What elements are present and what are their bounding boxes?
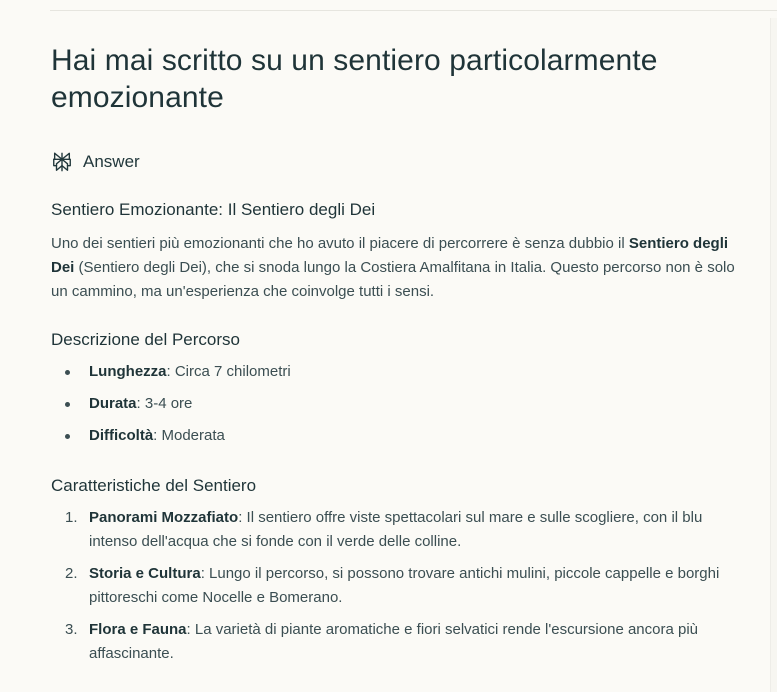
intro-paragraph: Uno dei sentieri più emozionanti che ho avuto il piacere di percorrere è senza dubbio il Sentiero degli Dei (Sentiero degli Dei), che si snoda lungo la Costiera Amalfitana in Italia. Questo percorso non è solo un cammino, ma un'esperienza che coinvolge tutti i sensi. bbox=[51, 235, 735, 300]
answer-label: Answer bbox=[83, 152, 140, 171]
list-item: 3. Flora e Fauna: La varietà di piante aromatiche e fiori selvatici rende l'escursione ancora più affascinante. bbox=[65, 621, 699, 662]
thread-content bbox=[51, 30, 741, 674]
section-title-caratteristiche: Caratteristiche del Sentiero bbox=[51, 476, 257, 495]
perplexity-logo-icon bbox=[51, 151, 73, 173]
list-item: Difficoltà: Moderata bbox=[65, 424, 741, 448]
list-item: Lunghezza: Circa 7 chilometri bbox=[65, 360, 741, 384]
answer-header bbox=[51, 150, 741, 174]
list-item: Durata: 3-4 ore bbox=[65, 392, 741, 416]
section-title-sentiero: Sentiero Emozionante: Il Sentiero degli Dei bbox=[51, 200, 376, 219]
list-item: 2. Storia e Cultura: Lungo il percorso, si possono trovare antichi mulini, piccole cappelle e borghi pittoreschi come Nocelle e Bomerano. bbox=[65, 565, 720, 606]
section-title-descrizione: Descrizione del Percorso bbox=[51, 330, 240, 349]
bold-term: Sentiero degli Dei bbox=[51, 235, 729, 276]
list-item: 1. Panorami Mozzafiato: Il sentiero offre viste spettacolari sul mare e sulle scogliere, con il blu intenso dell'acqua che si fonde con il verde delle colline. bbox=[65, 509, 703, 550]
top-divider bbox=[50, 10, 777, 11]
route-details-list bbox=[51, 360, 741, 448]
question-title: Hai mai scritto su un sentiero particolarmente emozionante bbox=[51, 44, 658, 114]
features-list bbox=[51, 506, 741, 666]
right-edge-panel bbox=[770, 18, 777, 692]
